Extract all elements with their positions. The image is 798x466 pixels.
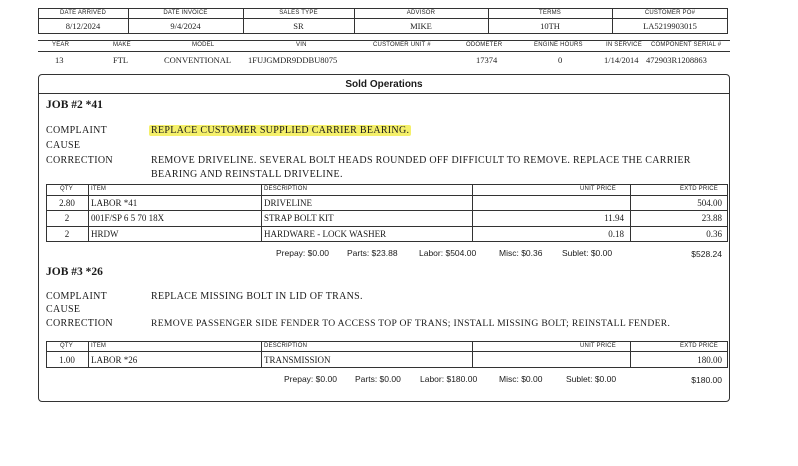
value-model: CONVENTIONAL [164,55,232,65]
label-engine-hours: ENGINE HOURS [534,42,583,48]
item-cell: 001F/SP 6 5 70 18X [91,213,165,223]
item-cell: LABOR *26 [91,355,138,365]
label-component-serial: COMPONENT SERIAL # [651,42,722,48]
value-make: FTL [113,55,129,65]
job-title: JOB #3 *26 [46,266,103,278]
description-cell: TRANSMISSION [264,355,331,365]
value-vin: 1FUJGMDR9DDBU8075 [248,55,338,65]
complaint-highlight: REPLACE CUSTOMER SUPPLIED CARRIER BEARING. [151,125,410,136]
complaint-text: REPLACE MISSING BOLT IN LID OF TRANS. [151,291,363,302]
col-header-ext-price: EXTD PRICE [680,186,719,192]
label-date-arrived: DATE ARRIVED [60,10,106,16]
qty-cell: 1.00 [59,355,75,365]
unit-price-cell: 0.18 [608,229,624,239]
section-title: Sold Operations [345,79,423,90]
summary-misc: Misc: $0.36 [499,248,543,258]
summary-parts: Parts: $23.88 [347,248,398,258]
job-title: JOB #2 *41 [46,99,103,111]
correction-text-line-2: BEARING AND REINSTALL DRIVELINE. [151,169,343,180]
label-vin: VIN [296,42,307,48]
value-sales-type: SR [293,21,304,31]
label-terms: TERMS [539,10,561,16]
correction-text-line-1: REMOVE DRIVELINE. SEVERAL BOLT HEADS ROUNDED OFF DIFFICULT TO REMOVE. REPLACE THE CARRIER [151,155,691,166]
value-advisor: MIKE [410,21,432,31]
parts-table [46,341,728,368]
value-component-serial: 472903R1208863 [646,55,707,65]
col-header-unit-price: UNIT PRICE [580,186,616,192]
col-header-qty: QTY [60,186,73,192]
unit-price-cell: 11.94 [604,213,624,223]
label-customer-unit: CUSTOMER UNIT # [373,42,431,48]
value-year: 13 [55,55,64,65]
label-odometer: ODOMETER [466,42,503,48]
ext-price-cell: 0.36 [706,229,722,239]
complaint-text [151,125,411,136]
description-cell: HARDWARE - LOCK WASHER [264,229,387,239]
summary-total: $528.24 [691,249,722,259]
value-terms: 10TH [540,21,560,31]
label-in-service: IN SERVICE [606,42,642,48]
ext-price-cell: 180.00 [697,355,722,365]
value-engine-hours: 0 [558,55,563,65]
value-date-arrived: 8/12/2024 [65,21,101,31]
cause-label: CAUSE [46,140,81,151]
item-cell: LABOR *41 [91,198,138,208]
summary-labor: Labor: $180.00 [420,374,478,384]
correction-text-line-1: REMOVE PASSENGER SIDE FENDER TO ACCESS TOP OF TRANS; INSTALL MISSING BOLT; REINSTALL FENDER. [151,318,671,329]
summary-misc: Misc: $0.00 [499,374,543,384]
label-sales-type: SALES TYPE [279,10,318,16]
summary-prepay: Prepay: $0.00 [276,248,329,258]
col-header-item: ITEM [91,343,107,349]
label-year: YEAR [52,42,70,48]
cause-label: CAUSE [46,304,81,315]
qty-cell: 2.80 [59,198,75,208]
summary-total: $180.00 [691,375,722,385]
description-cell: STRAP BOLT KIT [264,213,334,223]
correction-label: CORRECTION [46,318,113,329]
item-cell: HRDW [91,229,119,239]
complaint-label: COMPLAINT [46,125,108,136]
complaint-label: COMPLAINT [46,291,108,302]
ext-price-cell: 23.88 [701,213,722,223]
description-cell: DRIVELINE [264,198,312,208]
summary-sublet: Sublet: $0.00 [562,248,613,258]
summary-labor: Labor: $504.00 [419,248,477,258]
label-model: MODEL [192,42,215,48]
label-advisor: ADVISOR [406,10,436,16]
summary-prepay: Prepay: $0.00 [284,374,337,384]
col-header-item: ITEM [91,186,107,192]
qty-cell: 2 [64,229,70,239]
col-header-ext-price: EXTD PRICE [680,343,719,349]
summary-sublet: Sublet: $0.00 [566,374,617,384]
col-header-description: DESCRIPTION [264,343,308,349]
col-header-unit-price: UNIT PRICE [580,343,616,349]
label-make: MAKE [113,42,131,48]
value-date-invoice: 9/4/2024 [170,21,201,31]
col-header-qty: QTY [60,343,73,349]
correction-label: CORRECTION [46,155,113,166]
summary-parts: Parts: $0.00 [355,374,401,384]
ext-price-cell: 504.00 [697,198,722,208]
qty-cell: 2 [64,213,70,223]
label-customer-po: CUSTOMER PO# [644,10,696,16]
label-date-invoice: DATE INVOICE [163,10,208,16]
value-odometer: 17374 [476,55,498,65]
value-customer-po: LA5219903015 [643,21,697,31]
col-header-description: DESCRIPTION [264,186,308,192]
value-in-service: 1/14/2014 [604,55,639,65]
